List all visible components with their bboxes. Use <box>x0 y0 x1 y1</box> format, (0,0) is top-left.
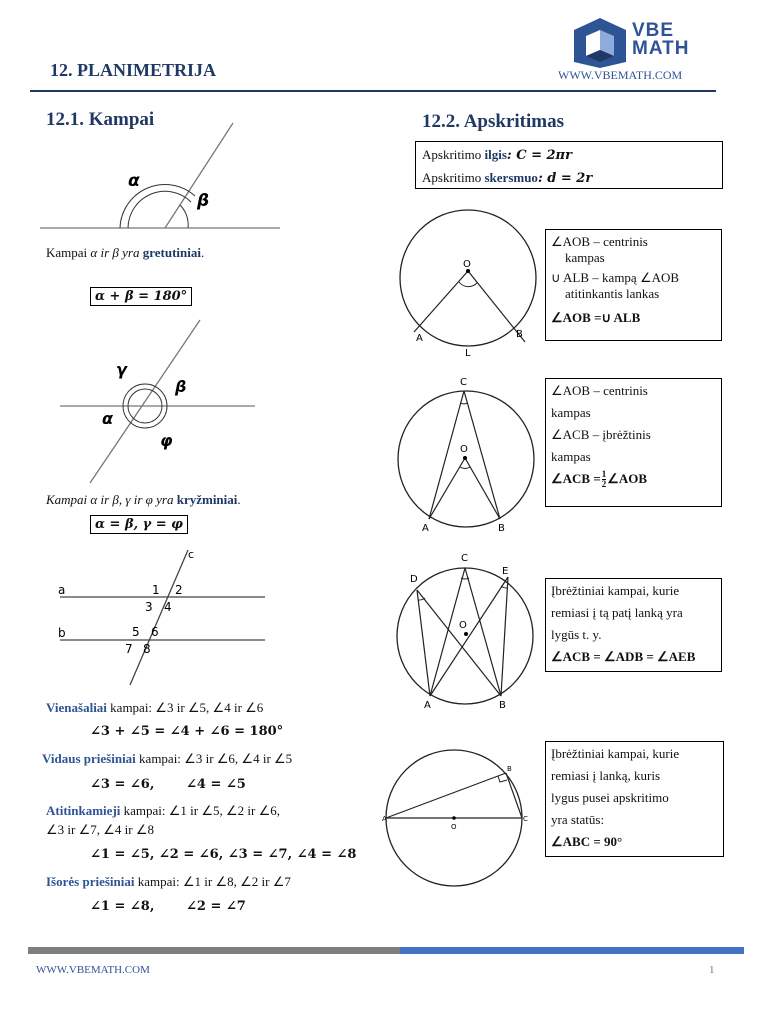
angle-1-label: 1 <box>152 583 160 597</box>
c2-c-label: C <box>460 377 467 388</box>
rule-cointerior-formula: ∠3 + ∠5 = ∠4 + ∠6 = 180° <box>90 724 284 739</box>
rule-alternate-interior-formula: ∠3 = ∠6, ∠4 = ∠5 <box>90 777 246 792</box>
c1-box-line4: atitinkantis lankas <box>565 286 660 301</box>
rule-corresponding-formula: ∠1 = ∠5, ∠2 = ∠6, ∠3 = ∠7, ∠4 = ∠8 <box>90 847 357 862</box>
c3-box-line3: lygūs t. y. <box>551 627 602 642</box>
line-b-label: b <box>58 626 66 640</box>
c1-box-line5: ∠AOB =∪ ALB <box>551 310 641 325</box>
logo-cube-icon <box>572 18 628 68</box>
section-title-circle: 12.2. Apskritimas <box>422 111 564 132</box>
c4-b-label: B <box>507 765 512 773</box>
vertical-formula: α = β, γ = φ <box>90 515 188 534</box>
c2-box-line1: ∠AOB – centrinis <box>551 383 648 398</box>
vertical-angles-text: Kampai α ir β, γ ir φ yra kryžminiai. <box>46 492 241 507</box>
c1-b-label: B <box>516 329 523 340</box>
rule-corresponding-text-2: ∠3 ir ∠7, ∠4 ir ∠8 <box>46 822 154 837</box>
c2-b-label: B <box>498 523 505 534</box>
c3-e-label: E <box>502 566 509 577</box>
header-divider <box>30 90 716 92</box>
line-a-label: a <box>58 583 66 597</box>
c2-box-line3: ∠ACB – įbrėžtinis <box>551 427 651 442</box>
angle-8-label: 8 <box>143 642 151 656</box>
angle-5-label: 5 <box>132 625 140 639</box>
adjacent-angles-figure <box>40 118 290 238</box>
c2-o-label: O <box>460 444 468 455</box>
c4-box-line2: remiasi į lanką, kuris <box>551 768 661 783</box>
logo-text-math: MATH <box>632 38 690 59</box>
c4-c-label: C <box>523 815 528 823</box>
c1-box-line2: kampas <box>565 250 605 265</box>
angle-2-label: 2 <box>175 583 183 597</box>
rule-alternate-exterior-formula: ∠1 = ∠8, ∠2 = ∠7 <box>90 899 246 914</box>
alpha-label-2: α <box>102 409 113 428</box>
c1-o-label: O <box>463 259 471 270</box>
circumference-formula: Apskritimo ilgis: C = 2πr <box>422 147 572 163</box>
c2-box-line4: kampas <box>551 449 591 464</box>
c3-box-line2: remiasi į tą patį lanką yra <box>551 605 683 620</box>
c3-a-label: A <box>424 700 431 711</box>
logo-text-vbe: VBE <box>632 20 675 41</box>
c1-box-line3: ∪ ALB – kampą ∠AOB <box>551 270 680 285</box>
c2-box-line5: ∠ACB = $\frac{1}{2}$ ∠AOB <box>551 468 648 489</box>
c1-a-label: A <box>416 333 423 344</box>
angle-6-label: 6 <box>151 625 159 639</box>
c4-box-line4: yra statūs: <box>551 812 605 827</box>
semicircle-angle-box <box>545 741 724 857</box>
c3-box-line4: ∠ACB = ∠ADB = ∠AEB <box>551 649 696 664</box>
c3-c-label: C <box>461 553 468 564</box>
phi-label: φ <box>160 431 173 450</box>
adjacent-formula: α + β = 180° <box>90 287 192 306</box>
rule-corresponding-text: Atitinkamieji kampai: ∠1 ir ∠5, ∠2 ir ∠6, <box>46 803 281 818</box>
semicircle-angle-figure <box>382 752 542 892</box>
rule-alternate-interior-text: Vidaus priešiniai kampai: ∠3 ir ∠6, ∠4 ir ∠5 <box>42 751 293 766</box>
line-c-label: c <box>188 548 195 561</box>
central-angle-figure <box>398 205 548 359</box>
central-angle-box <box>545 229 722 341</box>
vertical-angles-figure <box>60 318 280 493</box>
angle-4-label: 4 <box>164 600 172 614</box>
diameter-formula: Apskritimo skersmuo: d = 2r <box>422 170 593 186</box>
c2-box-line2: kampas <box>551 405 591 420</box>
c4-a-label: A <box>382 815 387 823</box>
adjacent-angles-text: Kampai α ir β yra gretutiniai. <box>46 245 205 260</box>
c1-l-label: L <box>465 348 471 359</box>
c1-box-line1: ∠AOB – centrinis <box>551 234 648 249</box>
rule-cointerior-text: Vienašaliai kampai: ∠3 ir ∠5, ∠4 ir ∠6 <box>46 700 264 715</box>
same-arc-angles-figure <box>395 550 545 715</box>
inscribed-angle-box <box>545 378 722 507</box>
angle-3-label: 3 <box>145 600 153 614</box>
page-title: 12. PLANIMETRIJA <box>50 60 217 80</box>
c4-o-label: O <box>451 823 457 831</box>
c2-a-label: A <box>422 523 429 534</box>
beta-label: β <box>197 191 210 211</box>
beta-label-2: β <box>175 377 187 396</box>
c4-box-line3: lygus pusei apskritimo <box>551 790 669 805</box>
section-title-angles: 12.1. Kampai <box>46 109 155 130</box>
footer-bar-gray <box>28 947 400 954</box>
alpha-label: α <box>128 171 140 191</box>
gamma-label: γ <box>116 360 127 379</box>
c3-o-label: O <box>459 620 467 631</box>
angle-7-label: 7 <box>125 642 133 656</box>
footer-bar-blue <box>400 947 744 954</box>
page-number: 1 <box>709 964 715 976</box>
parallel-lines-figure <box>50 545 280 695</box>
c4-box-line5: ∠ABC = 90° <box>551 834 623 849</box>
footer-url-link[interactable]: WWW.VBEMATH.COM <box>36 964 150 976</box>
inscribed-angle-figure <box>396 373 546 533</box>
c3-b-label: B <box>499 700 506 711</box>
c3-d-label: D <box>410 574 418 585</box>
rule-alternate-exterior-text: Išorės priešiniai kampai: ∠1 ir ∠8, ∠2 ir ∠7 <box>46 874 291 889</box>
c4-box-line1: Įbrėžtiniai kampai, kurie <box>551 746 680 761</box>
same-arc-angles-box <box>545 578 722 672</box>
c3-box-line1: Įbrėžtiniai kampai, kurie <box>551 583 680 598</box>
header-url-link[interactable]: WWW.VBEMATH.COM <box>558 68 683 82</box>
circle-formulas-box <box>415 141 723 189</box>
